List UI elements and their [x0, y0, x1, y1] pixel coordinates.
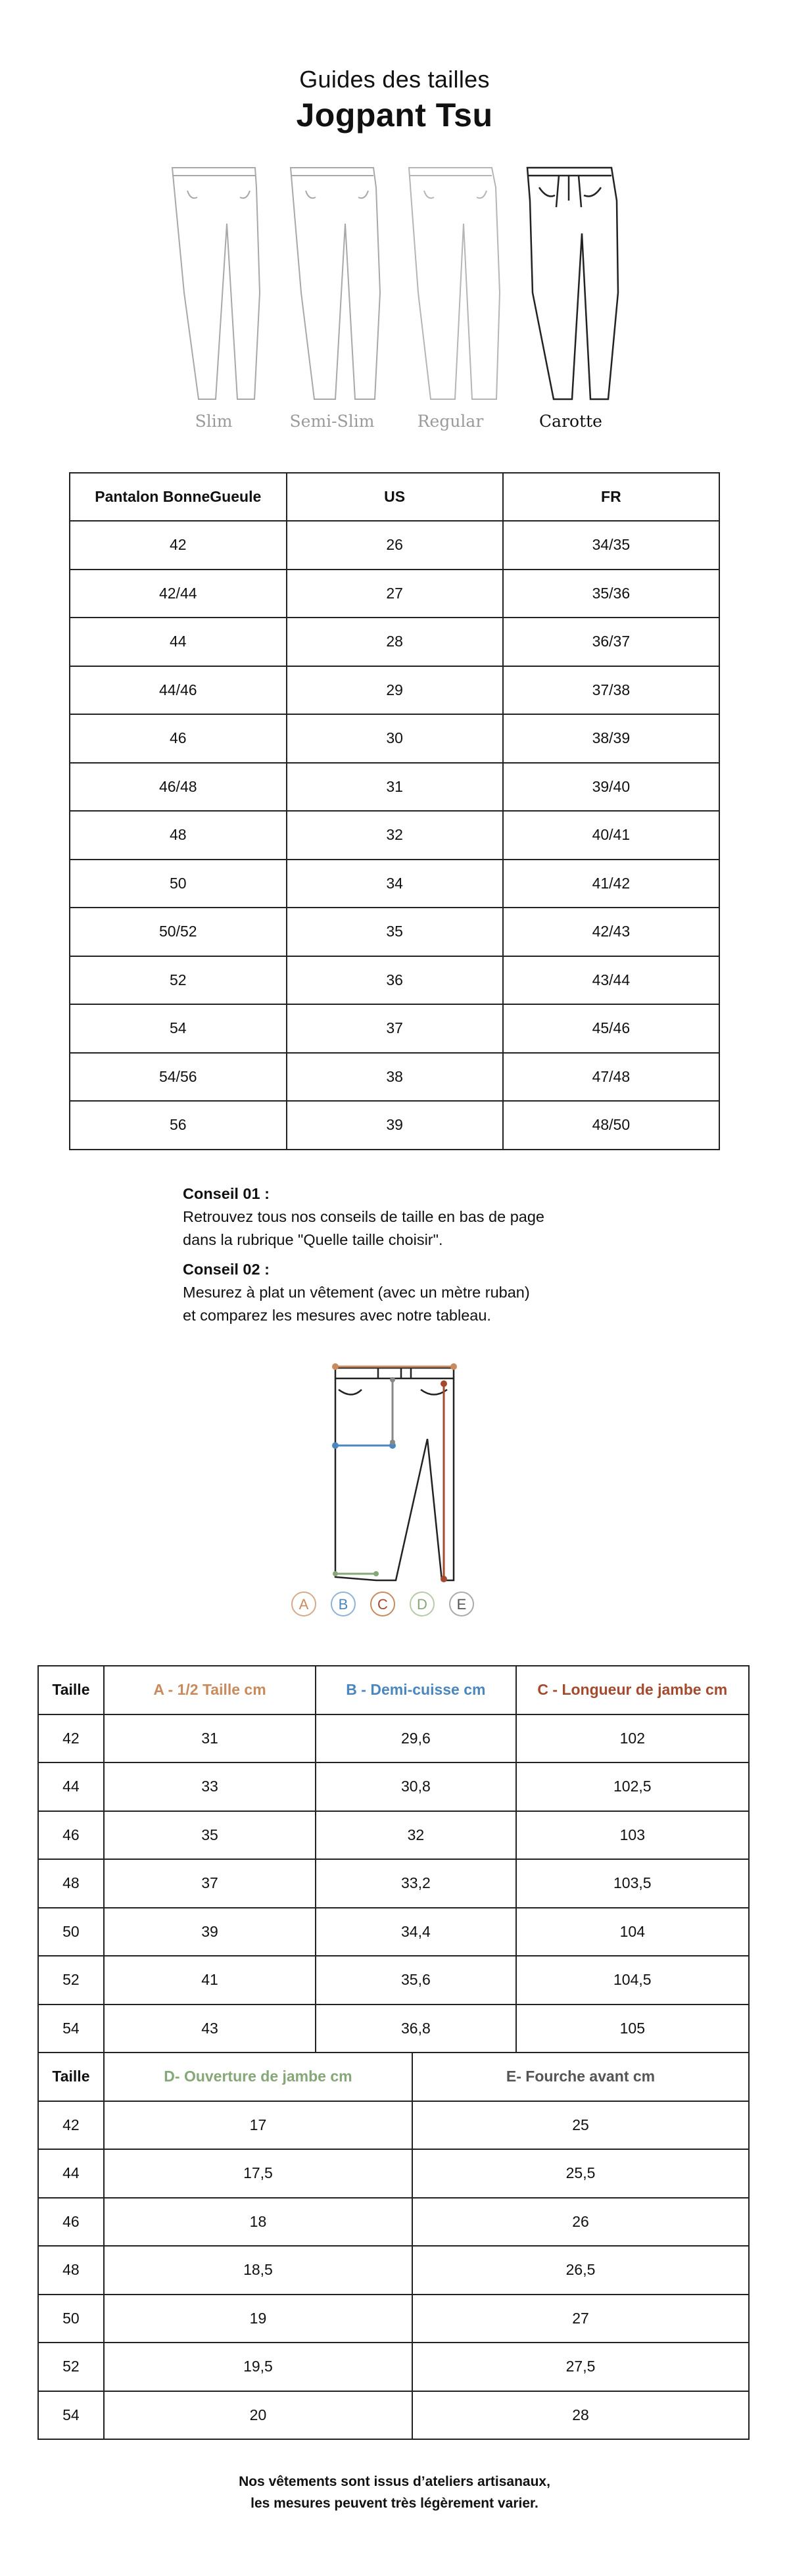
table-cell: 44: [38, 2149, 104, 2198]
advice-2-line: Mesurez à plat un vêtement (avec un mètre ruban): [183, 1284, 530, 1301]
advice-1-line: dans la rubrique "Quelle taille choisir".: [183, 1231, 443, 1248]
table-cell: 54: [70, 1004, 287, 1053]
table-cell: 38: [287, 1053, 503, 1102]
slim-pant-icon: [172, 168, 260, 399]
table-cell: 36: [287, 956, 503, 1005]
marker-d: D: [410, 1592, 435, 1616]
table-cell: 105: [516, 2005, 749, 2053]
column-header: Taille: [38, 1666, 104, 1714]
regular-pant-icon: [409, 168, 500, 399]
table-row: [38, 1956, 749, 2005]
table-cell: 37/38: [503, 666, 719, 715]
table-row: [70, 570, 719, 618]
table-cell: 42: [70, 521, 287, 570]
table-cell: 30: [287, 714, 503, 763]
advice-2-line: et comparez les mesures avec notre tableau.: [183, 1307, 491, 1324]
advice-2-title: Conseil 02 :: [183, 1261, 270, 1278]
table-cell: 27: [287, 570, 503, 618]
table-cell: 48: [38, 2246, 104, 2295]
table-cell: 52: [70, 956, 287, 1005]
page-subtitle: Guides des tailles: [299, 66, 490, 93]
table-row: [70, 1004, 719, 1053]
fit-label-semi-slim: Semi-Slim: [289, 412, 375, 431]
column-header: Pantalon BonneGueule: [70, 473, 287, 521]
fit-label-carotte: Carotte: [539, 412, 602, 431]
table-cell: 19,5: [104, 2343, 412, 2391]
table-cell: 102,5: [516, 1762, 749, 1811]
table-cell: 32: [316, 1811, 515, 1860]
table-row: [38, 2391, 749, 2440]
marker-a: A: [291, 1592, 316, 1616]
table-cell: 104: [516, 1908, 749, 1956]
table-cell: 36,8: [316, 2005, 515, 2053]
table-cell: 47/48: [503, 1053, 719, 1102]
table-cell: 17: [104, 2101, 412, 2150]
table-cell: 34/35: [503, 521, 719, 570]
table-row: [38, 2005, 749, 2053]
table-cell: 42: [38, 2101, 104, 2150]
column-header: E- Fourche avant cm: [412, 2053, 749, 2101]
table-cell: 25,5: [412, 2149, 749, 2198]
table-row: [70, 666, 719, 715]
table-cell: 48: [38, 1859, 104, 1908]
table-cell: 29: [287, 666, 503, 715]
table-cell: 48: [70, 811, 287, 860]
table-cell: 27,5: [412, 2343, 749, 2391]
table-cell: 28: [287, 618, 503, 666]
table-cell: 41: [104, 1956, 316, 2005]
table-row: [70, 1053, 719, 1102]
marker-c: C: [370, 1592, 395, 1616]
table-cell: 39: [104, 1908, 316, 1956]
marker-b: B: [331, 1592, 356, 1616]
footer-line: les mesures peuvent très légèrement varier.: [251, 2496, 538, 2511]
table-cell: 41/42: [503, 860, 719, 908]
table-cell: 50: [38, 2295, 104, 2343]
table-row: [38, 2101, 749, 2150]
table-cell: 29,6: [316, 1714, 515, 1763]
table-row: [38, 2295, 749, 2343]
table-cell: 42/44: [70, 570, 287, 618]
table-cell: 33,2: [316, 1859, 515, 1908]
table-cell: 52: [38, 2343, 104, 2391]
advice-1-title: Conseil 01 :: [183, 1185, 270, 1202]
table-cell: 54: [38, 2005, 104, 2053]
column-header: Taille: [38, 2053, 104, 2101]
column-header: US: [287, 473, 503, 521]
table-cell: 104,5: [516, 1956, 749, 2005]
column-header: A - 1/2 Taille cm: [104, 1666, 316, 1714]
table-cell: 37: [104, 1859, 316, 1908]
table-cell: 44: [38, 1762, 104, 1811]
table-cell: 50: [70, 860, 287, 908]
table-cell: 34: [287, 860, 503, 908]
footer-note: [0, 2471, 789, 2514]
table-cell: 26,5: [412, 2246, 749, 2295]
table-cell: 39: [287, 1101, 503, 1150]
table-cell: 17,5: [104, 2149, 412, 2198]
advice-block: [183, 1182, 643, 1327]
table-cell: 32: [287, 811, 503, 860]
table-cell: 46: [70, 714, 287, 763]
table-row: [70, 860, 719, 908]
table-row: [70, 763, 719, 812]
table-row: [38, 1908, 749, 1956]
table-cell: 43: [104, 2005, 316, 2053]
table-cell: 46: [38, 1811, 104, 1860]
table-cell: 35,6: [316, 1956, 515, 2005]
table-cell: 42: [38, 1714, 104, 1763]
table-cell: 30,8: [316, 1762, 515, 1811]
table-cell: 102: [516, 1714, 749, 1763]
table-cell: 35: [287, 908, 503, 956]
table-row: [70, 811, 719, 860]
table-cell: 54/56: [70, 1053, 287, 1102]
table-cell: 36/37: [503, 618, 719, 666]
table-cell: 20: [104, 2391, 412, 2440]
table-cell: 33: [104, 1762, 316, 1811]
table-cell: 26: [287, 521, 503, 570]
table-cell: 50/52: [70, 908, 287, 956]
table-row: [38, 1811, 749, 1860]
column-header: D- Ouverture de jambe cm: [104, 2053, 412, 2101]
fit-illustrations: [158, 161, 631, 404]
table-row: [38, 2343, 749, 2391]
table-cell: 46/48: [70, 763, 287, 812]
table-cell: 50: [38, 1908, 104, 1956]
table-cell: 56: [70, 1101, 287, 1150]
table-header-row: [38, 2053, 749, 2101]
column-header: FR: [503, 473, 719, 521]
measurement-diagram: [322, 1360, 467, 1597]
table-cell: 48/50: [503, 1101, 719, 1150]
table-row: [38, 1859, 749, 1908]
table-row: [38, 1762, 749, 1811]
table-cell: 40/41: [503, 811, 719, 860]
table-row: [38, 2246, 749, 2295]
column-header: C - Longueur de jambe cm: [516, 1666, 749, 1714]
marker-e: E: [449, 1592, 474, 1616]
table-cell: 42/43: [503, 908, 719, 956]
table-row: [70, 618, 719, 666]
table-cell: 27: [412, 2295, 749, 2343]
advice-1-line: Retrouvez tous nos conseils de taille en bas de page: [183, 1208, 544, 1225]
table-header-row: [38, 1666, 749, 1714]
table-row: [70, 521, 719, 570]
table-cell: 52: [38, 1956, 104, 2005]
footer-line: Nos vêtements sont issus d’ateliers artisanaux,: [239, 2474, 550, 2489]
table-row: [70, 714, 719, 763]
table-cell: 34,4: [316, 1908, 515, 1956]
table-cell: 26: [412, 2198, 749, 2247]
table-cell: 54: [38, 2391, 104, 2440]
column-header: B - Demi-cuisse cm: [316, 1666, 515, 1714]
table-cell: 35/36: [503, 570, 719, 618]
table-cell: 45/46: [503, 1004, 719, 1053]
fit-label-slim: Slim: [195, 412, 233, 431]
fit-label-regular: Regular: [417, 412, 484, 431]
table-cell: 31: [287, 763, 503, 812]
semi-slim-pant-icon: [291, 168, 380, 399]
table-cell: 103: [516, 1811, 749, 1860]
table-cell: 18: [104, 2198, 412, 2247]
table-header-row: [70, 473, 719, 521]
table-row: [70, 956, 719, 1005]
carotte-pant-icon: [527, 168, 618, 399]
table-cell: 44: [70, 618, 287, 666]
table-cell: 35: [104, 1811, 316, 1860]
table-cell: 43/44: [503, 956, 719, 1005]
table-cell: 28: [412, 2391, 749, 2440]
table-cell: 31: [104, 1714, 316, 1763]
table-row: [70, 1101, 719, 1150]
table-cell: 103,5: [516, 1859, 749, 1908]
table-cell: 18,5: [104, 2246, 412, 2295]
table-row: [38, 2198, 749, 2247]
table-cell: 44/46: [70, 666, 287, 715]
table-row: [38, 1714, 749, 1763]
table-cell: 19: [104, 2295, 412, 2343]
table-cell: 37: [287, 1004, 503, 1053]
size-conversion-table: [69, 472, 720, 1150]
table-cell: 39/40: [503, 763, 719, 812]
measurement-table-1: [37, 1665, 750, 2053]
page-title: Jogpant Tsu: [296, 97, 493, 134]
measurement-table-2: [37, 2052, 750, 2440]
table-cell: 38/39: [503, 714, 719, 763]
table-cell: 25: [412, 2101, 749, 2150]
table-row: [70, 908, 719, 956]
pant-outline-icon: [335, 1368, 454, 1580]
table-cell: 46: [38, 2198, 104, 2247]
table-row: [38, 2149, 749, 2198]
